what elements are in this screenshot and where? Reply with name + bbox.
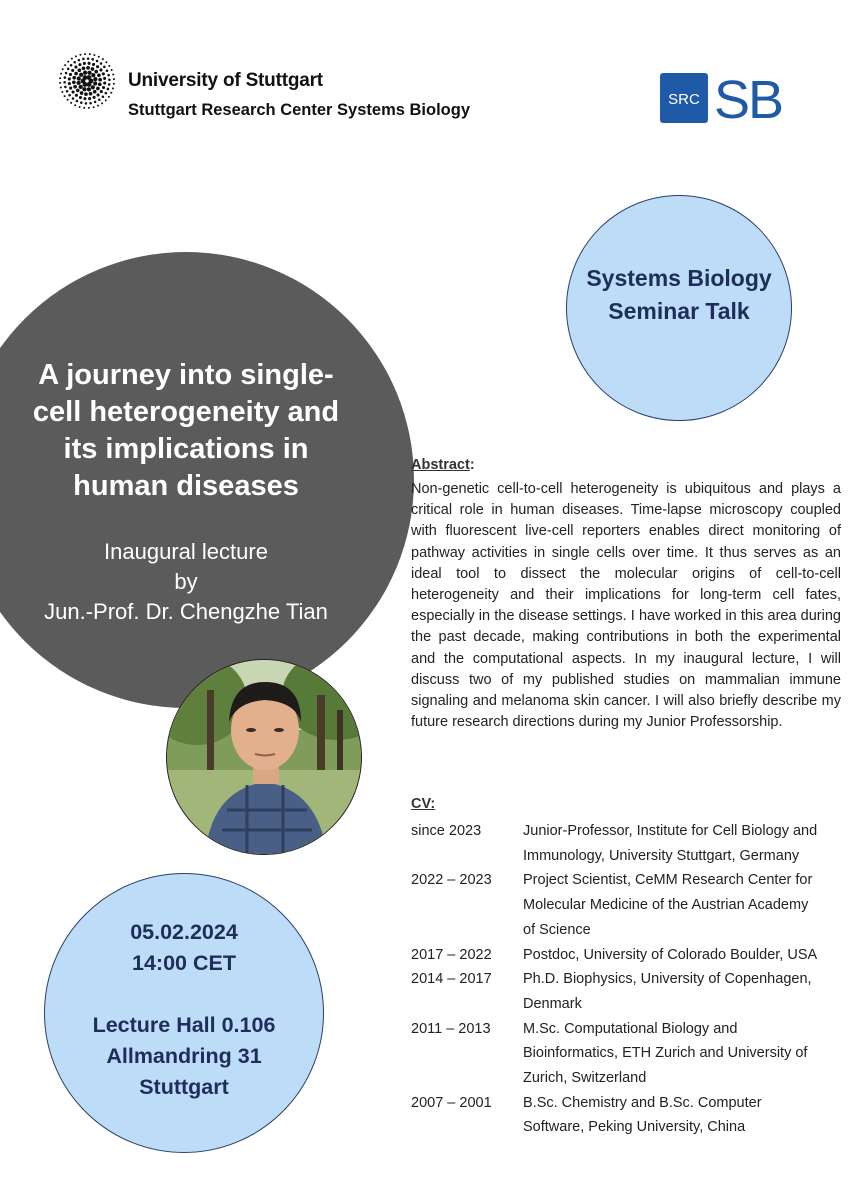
cv-description (523, 1091, 843, 1140)
cv-description (523, 943, 843, 968)
university-logo-icon (58, 52, 116, 110)
talk-title-line: its implications in (63, 433, 309, 465)
event-date: 05.02.2024 (130, 920, 238, 944)
cv-list (411, 819, 843, 1140)
event-venue-line: Allmandring 31 (106, 1044, 262, 1068)
cv-entry (411, 967, 843, 1016)
cv-description-line: of Science (523, 921, 591, 938)
cv-entry (411, 1091, 843, 1140)
cv-description-line: Immunology, University Stuttgart, Germany (523, 847, 800, 864)
cv-description-line: Molecular Medicine of the Austrian Academy (523, 897, 809, 914)
event-venue-line: Lecture Hall 0.106 (92, 1013, 276, 1037)
cv-description-line: Ph.D. Biophysics, University of Copenhagen, (523, 971, 812, 988)
seminar-label (566, 262, 792, 328)
cv-entry (411, 943, 843, 968)
cv-description (523, 819, 843, 868)
event-venue-line: Stuttgart (139, 1075, 229, 1099)
research-center-name: Stuttgart Research Center Systems Biology (128, 101, 471, 119)
abstract-heading-colon: : (469, 457, 475, 473)
seminar-line-2: Seminar Talk (608, 298, 750, 324)
cv-years: 2017 – 2022 (411, 946, 492, 963)
abstract-heading (411, 457, 475, 473)
seminar-line-1: Systems Biology (586, 265, 772, 291)
cv-years: 2022 – 2023 (411, 872, 492, 889)
talk-title-line: cell heterogeneity and (32, 396, 340, 428)
cv-description (523, 1017, 843, 1091)
svg-text:SB: SB (714, 73, 783, 123)
event-time: 14:00 CET (132, 951, 236, 975)
cv-description-line: Junior-Professor, Institute for Cell Biology and (523, 823, 818, 839)
cv-description-line: Project Scientist, CeMM Research Center for (523, 872, 813, 889)
src-sb-logo-icon (660, 73, 812, 123)
abstract-heading-text: Abstract (411, 457, 470, 473)
subtitle-line: Inaugural lecture (104, 539, 268, 564)
cv-years: 2014 – 2017 (411, 971, 492, 988)
cv-description-line: Software, Peking University, China (523, 1119, 746, 1136)
cv-description-line: Denmark (523, 995, 582, 1012)
cv-description-line: Bioinformatics, ETH Zurich and University of (523, 1045, 808, 1062)
cv-years: 2011 – 2013 (411, 1020, 491, 1037)
speaker-photo (166, 659, 362, 855)
talk-title (0, 357, 372, 505)
cv-description-line: Postdoc, University of Colorado Boulder, USA (523, 946, 818, 963)
cv-years: since 2023 (411, 823, 482, 839)
cv-years: 2007 – 2001 (411, 1094, 492, 1111)
talk-title-line: human diseases (73, 470, 299, 502)
svg-text:SRC: SRC (668, 91, 700, 108)
talk-subtitle (0, 537, 372, 627)
cv-entry (411, 1017, 843, 1091)
event-info (44, 917, 324, 1103)
cv-heading: CV: (411, 796, 436, 812)
cv-description (523, 967, 843, 1016)
talk-title-line: A journey into single- (38, 359, 334, 391)
cv-description-line: Zurich, Switzerland (523, 1070, 647, 1087)
cv-description (523, 868, 843, 942)
speaker-name: Jun.-Prof. Dr. Chengzhe Tian (44, 599, 328, 624)
speaker-photo-image (167, 660, 362, 855)
cv-entry (411, 819, 843, 868)
cv-description-line: B.Sc. Chemistry and B.Sc. Computer (523, 1094, 762, 1111)
abstract-text: Non-genetic cell-to-cell heterogeneity is ubiquitous and plays a critical role in human diseases. Time-lapse microscopy coupled with fluorescent live-cell reporters enables direct monitoring of pathway activities in single cells over time. It thus serves as an ideal tool to dissect the molecular origins of cell-to-cell heterogeneity and their implications for long-term cell fates, especially in the disease settings. I have worked in this area during the past decade, making contributions in both the experimental and the computational aspects. In my inaugural lecture, I will discuss two of my published studies on mammalian immune signaling and melanoma skin cancer. I will also briefly describe my future research directions during my Junior Professorship. (411, 481, 841, 731)
cv-description-line: M.Sc. Computational Biology and (523, 1020, 738, 1037)
subtitle-line: by (174, 569, 198, 594)
cv-entry (411, 868, 843, 942)
university-name: University of Stuttgart (128, 70, 323, 91)
